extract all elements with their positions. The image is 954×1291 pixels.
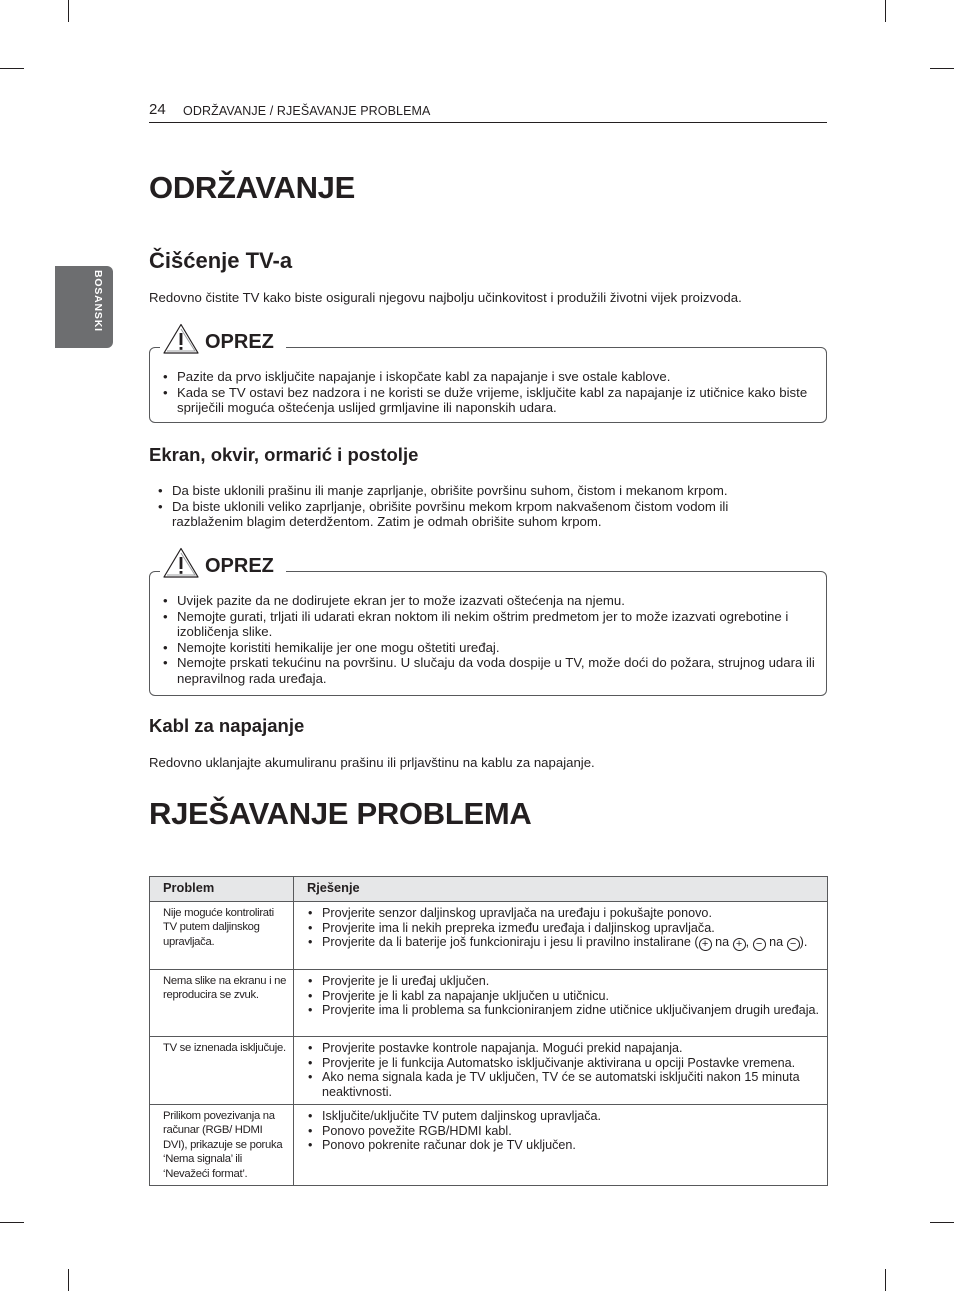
screen-heading: Ekran, okvir, ormarić i postolje xyxy=(149,444,419,465)
list-item: • Provjerite je li uređaj uključen. xyxy=(308,974,819,989)
minus-terminal-icon: − xyxy=(787,938,800,951)
list-item: • Nemojte koristiti hemikalije jer one mogu oštetiti uređaj. xyxy=(163,640,818,656)
caution-header xyxy=(160,547,286,579)
crop-mark xyxy=(68,1269,69,1291)
crop-mark xyxy=(0,68,24,69)
solution-list xyxy=(308,1109,819,1153)
battery-text-comma: , xyxy=(745,935,753,950)
battery-text-suffix: ). xyxy=(799,935,808,950)
battery-text-na: na xyxy=(765,935,787,950)
solution-cell xyxy=(294,1037,828,1105)
list-item: • Uvijek pazite da ne dodirujete ekran jer to može izazvati oštećenja na njemu. xyxy=(163,593,818,609)
cable-heading: Kabl za napajanje xyxy=(149,715,305,736)
battery-text-prefix: Provjerite da li baterije još funkcioniraju i jesu li pravilno instalirane ( xyxy=(322,935,699,950)
caution-list xyxy=(163,369,813,416)
troubleshooting-table xyxy=(149,876,828,1186)
list-item: • Provjerite ima li problema sa funkcioniranjem zidne utičnice uključivanjem drugih uređaja. xyxy=(308,1003,819,1018)
caution-label: OPREZ xyxy=(205,555,274,577)
solution-cell xyxy=(294,970,828,1037)
warning-triangle-icon xyxy=(162,323,200,355)
troubleshooting-title: RJEŠAVANJE PROBLEMA xyxy=(149,796,532,831)
crop-mark xyxy=(0,1222,24,1223)
problem-cell: Nema slike na ekranu i ne reproducira se zvuk. xyxy=(150,970,294,1037)
caution-box xyxy=(149,347,827,423)
page-header xyxy=(149,101,827,123)
plus-terminal-icon: + xyxy=(733,938,746,951)
caution-header xyxy=(160,323,286,355)
solution-list xyxy=(308,1041,819,1099)
list-item: • Nemojte gurati, trljati ili udarati ekran noktom ili nekim oštrim predmetom jer to može izazvati ogrebotine i izobličenja slike. xyxy=(163,609,818,640)
crop-mark xyxy=(885,1269,886,1291)
list-item: • Da biste uklonili veliko zaprljanje, obrišite površinu mekom krpom nakvašenom čistom vodom ili razblaženim blagim deterdžentom. Zatim je odmah obrišite suhom krpom. xyxy=(158,499,798,530)
cable-text: Redovno uklanjajte akumuliranu prašinu ili prljavštinu na kablu za napajanje. xyxy=(149,755,595,770)
list-item: • Ponovo povežite RGB/HDMI kabl. xyxy=(308,1124,819,1139)
list-item: • Provjerite ima li nekih prepreka između uređaja i daljinskog upravljača. xyxy=(308,921,819,936)
table-header-row xyxy=(150,877,828,902)
solution-list xyxy=(308,974,819,1018)
list-item: • Pazite da prvo isključite napajanje i iskopčate kabl za napajanje i sve ostale kablove. xyxy=(163,369,813,385)
list-item: • Da biste uklonili prašinu ili manje zaprljanje, obrišite površinu suhom, čistom i mekanom krpom. xyxy=(158,483,798,499)
list-item: • Isključite/uključite TV putem daljinskog upravljača. xyxy=(308,1109,819,1124)
list-item: • Provjerite je li funkcija Automatsko isključivanje aktivirana u opciji Postavke vremena. xyxy=(308,1056,819,1071)
table-row xyxy=(150,970,828,1037)
plus-terminal-icon: + xyxy=(699,938,712,951)
list-item: • Nemojte prskati tekućinu na površinu. U slučaju da voda dospije u TV, može doći do požara, strujnog udara ili nepravilnog rada uređaja. xyxy=(163,655,818,686)
page-number: 24 xyxy=(149,101,166,118)
caution-list xyxy=(163,593,818,687)
running-title: ODRŽAVANJE / RJEŠAVANJE PROBLEMA xyxy=(183,104,431,118)
list-item xyxy=(308,935,819,951)
list-item: • Provjerite postavke kontrole napajanja. Mogući prekid napajanja. xyxy=(308,1041,819,1056)
cleaning-intro: Redovno čistite TV kako biste osigurali njegovu najbolju učinkovitost i produžili životni vijek proizvoda. xyxy=(149,290,742,305)
language-tab-label: BOSANSKI xyxy=(92,270,104,332)
table-row xyxy=(150,1105,828,1186)
problem-cell: Prilikom povezivanja na računar (RGB/ HDMI DVI), prikazuje se poruka ‘Nema signala’ ili ‘Nevažeći format’. xyxy=(150,1105,294,1186)
caution-box xyxy=(149,571,827,696)
column-header-problem: Problem xyxy=(150,877,294,902)
warning-triangle-icon xyxy=(162,547,200,579)
solution-cell xyxy=(294,1105,828,1186)
minus-terminal-icon: − xyxy=(753,938,766,951)
maintenance-title: ODRŽAVANJE xyxy=(149,170,355,205)
column-header-solution: Rješenje xyxy=(294,877,828,902)
table-row xyxy=(150,1037,828,1105)
solution-cell xyxy=(294,902,828,970)
screen-care-list xyxy=(158,483,798,530)
list-item: • Provjerite je li kabl za napajanje uključen u utičnicu. xyxy=(308,989,819,1004)
crop-mark xyxy=(930,68,954,69)
solution-list xyxy=(308,906,819,951)
battery-text-na: na xyxy=(711,935,733,950)
list-item: • Ako nema signala kada je TV uključen, TV će se automatski isključiti nakon 15 minuta neaktivnosti. xyxy=(308,1070,819,1099)
crop-mark xyxy=(885,0,886,22)
list-item: • Ponovo pokrenite računar dok je TV uključen. xyxy=(308,1138,819,1153)
table-row xyxy=(150,902,828,970)
problem-cell: Nije moguće kontrolirati TV putem daljinskog upravljača. xyxy=(150,902,294,970)
crop-mark xyxy=(68,0,69,22)
cleaning-heading: Čišćenje TV-a xyxy=(149,248,293,273)
list-item: • Kada se TV ostavi bez nadzora i ne koristi se duže vrijeme, isključite kabl za napajanje iz utičnice kako biste spriječili moguća oštećenja uslijed grmljavine ili naponskih udara. xyxy=(163,385,813,416)
caution-label: OPREZ xyxy=(205,331,274,353)
problem-cell: TV se iznenada isključuje. xyxy=(150,1037,294,1105)
crop-mark xyxy=(930,1222,954,1223)
language-tab xyxy=(55,266,113,348)
list-item: • Provjerite senzor daljinskog upravljača na uređaju i pokušajte ponovo. xyxy=(308,906,819,921)
